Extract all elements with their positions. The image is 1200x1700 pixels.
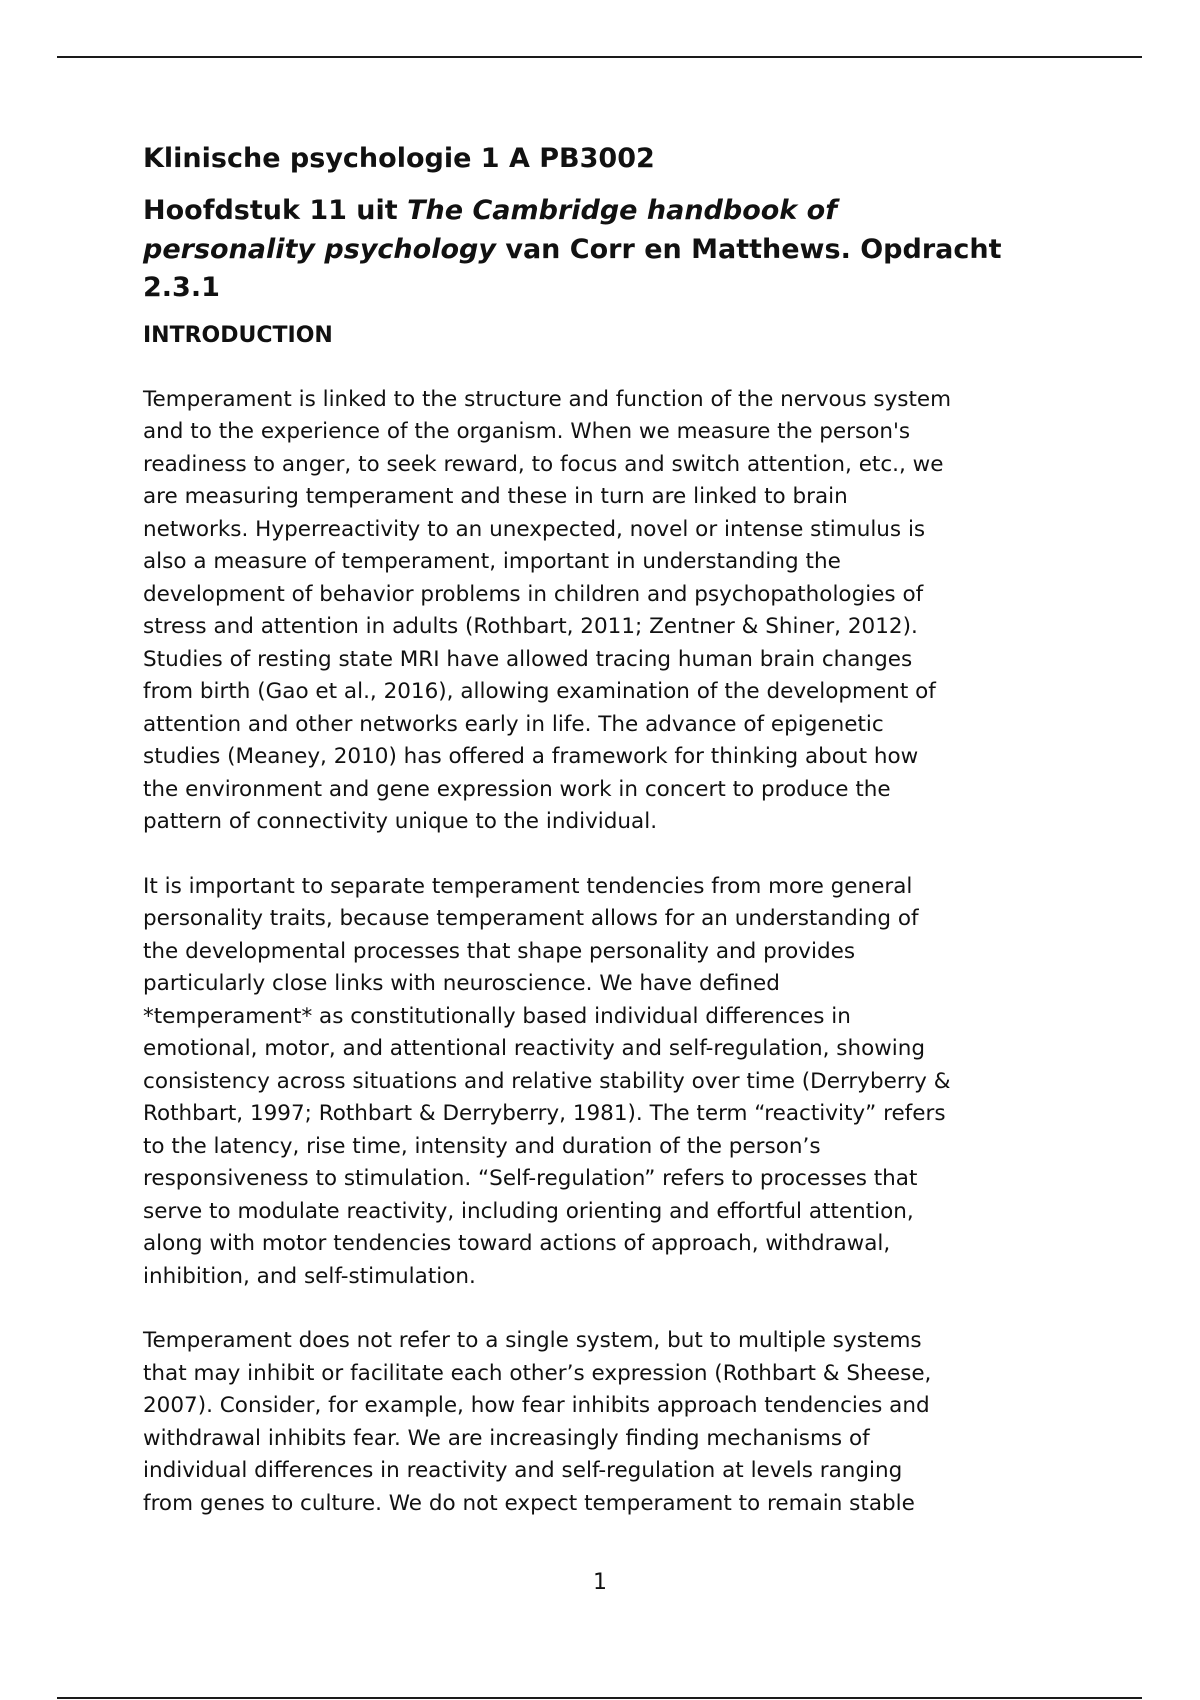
header-rule [57,56,1142,58]
book-title-line-2: personality psychology [143,233,496,265]
paragraph-3: Temperament does not refer to a single system, but to multiple systems that may inhibit or facilitate each other’s expression (Rothbart & Sheese, 2007). Consider, for example, how fear inhibits approach tendencies and withdrawal inhibits fear. We are increasingly finding mechanisms of individual differences in reactivity and self-regulation at levels ranging from genes to culture. We do not expect temperament to remain stable [143,1328,932,1516]
page-content [143,140,1063,1552]
paragraph-1: Temperament is linked to the structure and function of the nervous system and to the experience of the organism. When we measure the person's readiness to anger, to seek reward, to focus and switch attention, etc., we are measuring temperament and these in turn are linked to brain networks. Hyperreactivity to an unexpected, novel or intense stimulus is also a measure of temperament, important in understanding the development of behavior problems in children and psychopathologies of stress and attention in adults (Rothbart, 2011; Zentner & Shiner, 2012). Studies of resting state MRI have allowed tracing human brain changes from birth (Gao et al., 2016), allowing examination of the development of attention and other networks early in life. The advance of epigenetic studies (Meaney, 2010) has offered a framework for thinking about how the environment and gene expression work in concert to produce the pattern of connectivity unique to the individual. [143,386,952,834]
subtitle-prefix: Hoofdstuk 11 uit [143,195,408,226]
section-heading: INTRODUCTION [143,322,333,348]
document-title: Klinische psychologie 1 A PB3002 [143,143,655,174]
subtitle-suffix-line-2: 2.3.1 [143,272,220,303]
footer-rule [57,1697,1142,1699]
page-number: 1 [593,1570,607,1595]
subtitle-suffix: van Corr en Matthews. Opdracht [495,233,1002,265]
paragraph-2: It is important to separate temperament tendencies from more general personality traits, because temperament allows for an understanding of the developmental processes that shape personality and provides particularly close links with neuroscience. We have defined *temperament* as constitutionally based individual differences in emotional, motor, and attentional reactivity and self-regulation, showing consistency across situations and relative stability over time (Derryberry & Rothbart, 1997; Rothbart & Derryberry, 1981). The term “reactivity” refers to the latency, rise time, intensity and duration of the person’s responsiveness to stimulation. “Self-regulation” refers to processes that serve to modulate reactivity, including orienting and effortful attention, along with motor tendencies toward actions of approach, withdrawal, inhibition, and self-stimulation. [143,873,951,1289]
book-title-line-1: The Cambridge handbook of [407,195,837,226]
document-subtitle [143,192,1063,308]
